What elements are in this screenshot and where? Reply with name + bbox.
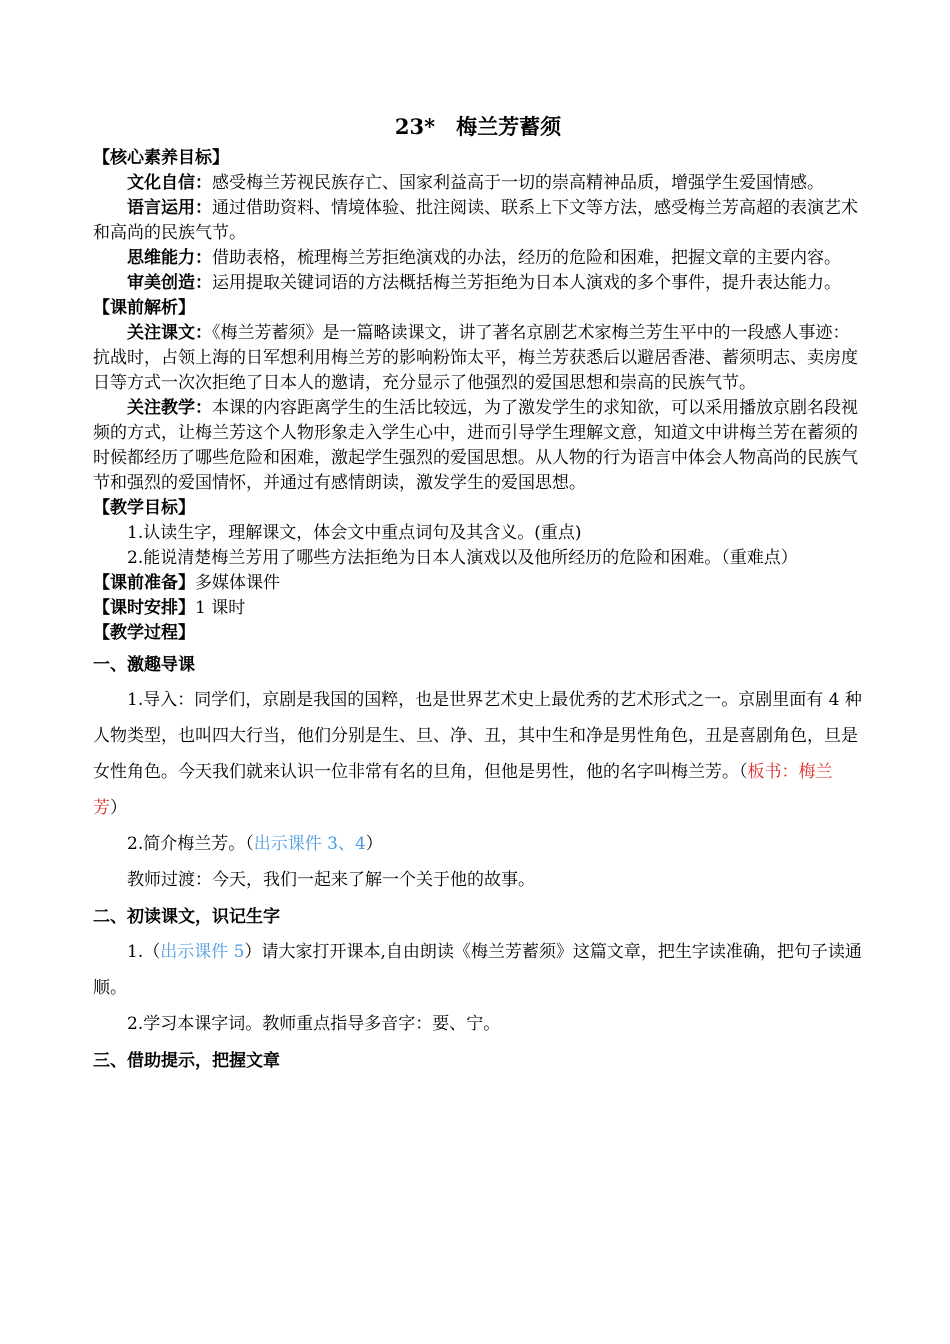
paren-close: ） [365,834,383,854]
analysis-text: 本课的内容距离学生的生活比较远，为了激发学生的求知欲，可以采用播放京剧名段视频的方式，让梅兰芳这个人物形象走入学生心中，进而引导学生理解文意，知道文中讲梅兰芳在蓄须的时候都经历了哪些危险和困难，激起学生强烈的爱国思想。从人物的行为语言中体会人物高尚的民族气节和强烈的爱国情怀，并通过有感情朗读，激发学生的爱国思想。 [93,398,858,493]
section1-heading: 一、激趣导课 [93,655,195,675]
core-item-culture [93,171,863,196]
paren-close: ） [110,798,127,818]
goal-item: 1.认读生字，理解课文，体会文中重点词句及其含义。(重点) [127,523,582,543]
prep-line [93,571,863,596]
goal-item: 2.能说清楚梅兰芳用了哪些方法拒绝为日本人演戏以及他所经历的危险和困难。（重难点） [127,548,798,568]
board-note: 板书：梅兰芳 [93,762,833,818]
schedule-heading: 【课时安排】 [93,598,195,618]
core-label: 文化自信： [127,173,212,193]
prep-text: 多媒体课件 [195,573,280,593]
analysis-label: 关注教学： [127,398,212,418]
read-text: ）请大家打开课本,自由朗读《梅兰芳蓄须》这篇文章，把生字读准确，把句子读通顺。 [93,942,862,998]
slide-note: 出示课件 3、4 [253,834,366,854]
slide-note: 出示课件 5 [160,942,245,962]
core-text: 运用提取关键词语的方法概括梅兰芳拒绝为日本人演戏的多个事件，提升表达能力。 [212,273,841,293]
section1-paragraph-transition: 教师过渡：今天，我们一起来了解一个关于他的故事。 [127,870,535,890]
core-label: 思维能力： [127,248,212,268]
profile-text: 2.简介梅兰芳。（ [127,834,254,854]
section2-paragraph-words: 2.学习本课字词。教师重点指导多音字：要、宁。 [127,1014,501,1034]
analysis-text: 《梅兰芳蓄须》是一篇略读课文，讲了著名京剧艺术家梅兰芳生平中的一段感人事迹：抗战时，占领上海的日军想利用梅兰芳的影响粉饰太平，梅兰芳获悉后以避居香港、蓄须明志、卖房度日等方式一次次拒绝了日本人的邀请，充分显示了他强烈的爱国思想和崇高的民族气节。 [93,323,858,393]
schedule-text: 1 课时 [195,598,246,618]
section2-paragraph-read [93,934,863,1006]
section1-paragraph-profile [93,826,863,862]
section1-paragraph-intro [93,682,863,826]
goals-heading: 【教学目标】 [93,498,195,518]
lesson-plan-document [93,112,863,1078]
process-heading: 【教学过程】 [93,623,195,643]
section3-heading: 三、借助提示，把握文章 [93,1051,280,1071]
page-title: 23* 梅兰芳蓄须 [394,114,562,139]
prep-heading: 【课前准备】 [93,573,195,593]
core-item-language [93,196,863,246]
core-item-aesthetic [93,271,863,296]
core-text: 通过借助资料、情境体验、批注阅读、联系上下文等方法，感受梅兰芳高超的表演艺术和高尚的民族气节。 [93,198,858,243]
core-item-thinking [93,246,863,271]
core-label: 审美创造： [127,273,212,293]
core-label: 语言运用： [127,198,212,218]
core-text: 借助表格，梳理梅兰芳拒绝演戏的办法，经历的危险和困难，把握文章的主要内容。 [212,248,841,268]
section2-heading: 二、初读课文，识记生字 [93,907,280,927]
core-heading: 【核心素养目标】 [93,148,229,168]
analysis-label: 关注课文： [127,323,212,343]
schedule-line [93,596,863,621]
analysis-item-text [93,321,863,396]
core-text: 感受梅兰芳视民族存亡、国家利益高于一切的崇高精神品质，增强学生爱国情感。 [212,173,824,193]
analysis-item-teaching [93,396,863,496]
intro-text: 1.导入：同学们，京剧是我国的国粹，也是世界艺术史上最优秀的艺术形式之一。京剧里面有 4 种人物类型，也叫四大行当，他们分别是生、旦、净、丑，其中生和净是男性角色，丑是喜剧角色，旦是女性角色。今天我们就来认识一位非常有名的旦角，但他是男性，他的名字叫梅兰芳。（ [93,690,862,782]
read-prefix: 1.（ [127,942,161,962]
analysis-heading: 【课前解析】 [93,298,195,318]
